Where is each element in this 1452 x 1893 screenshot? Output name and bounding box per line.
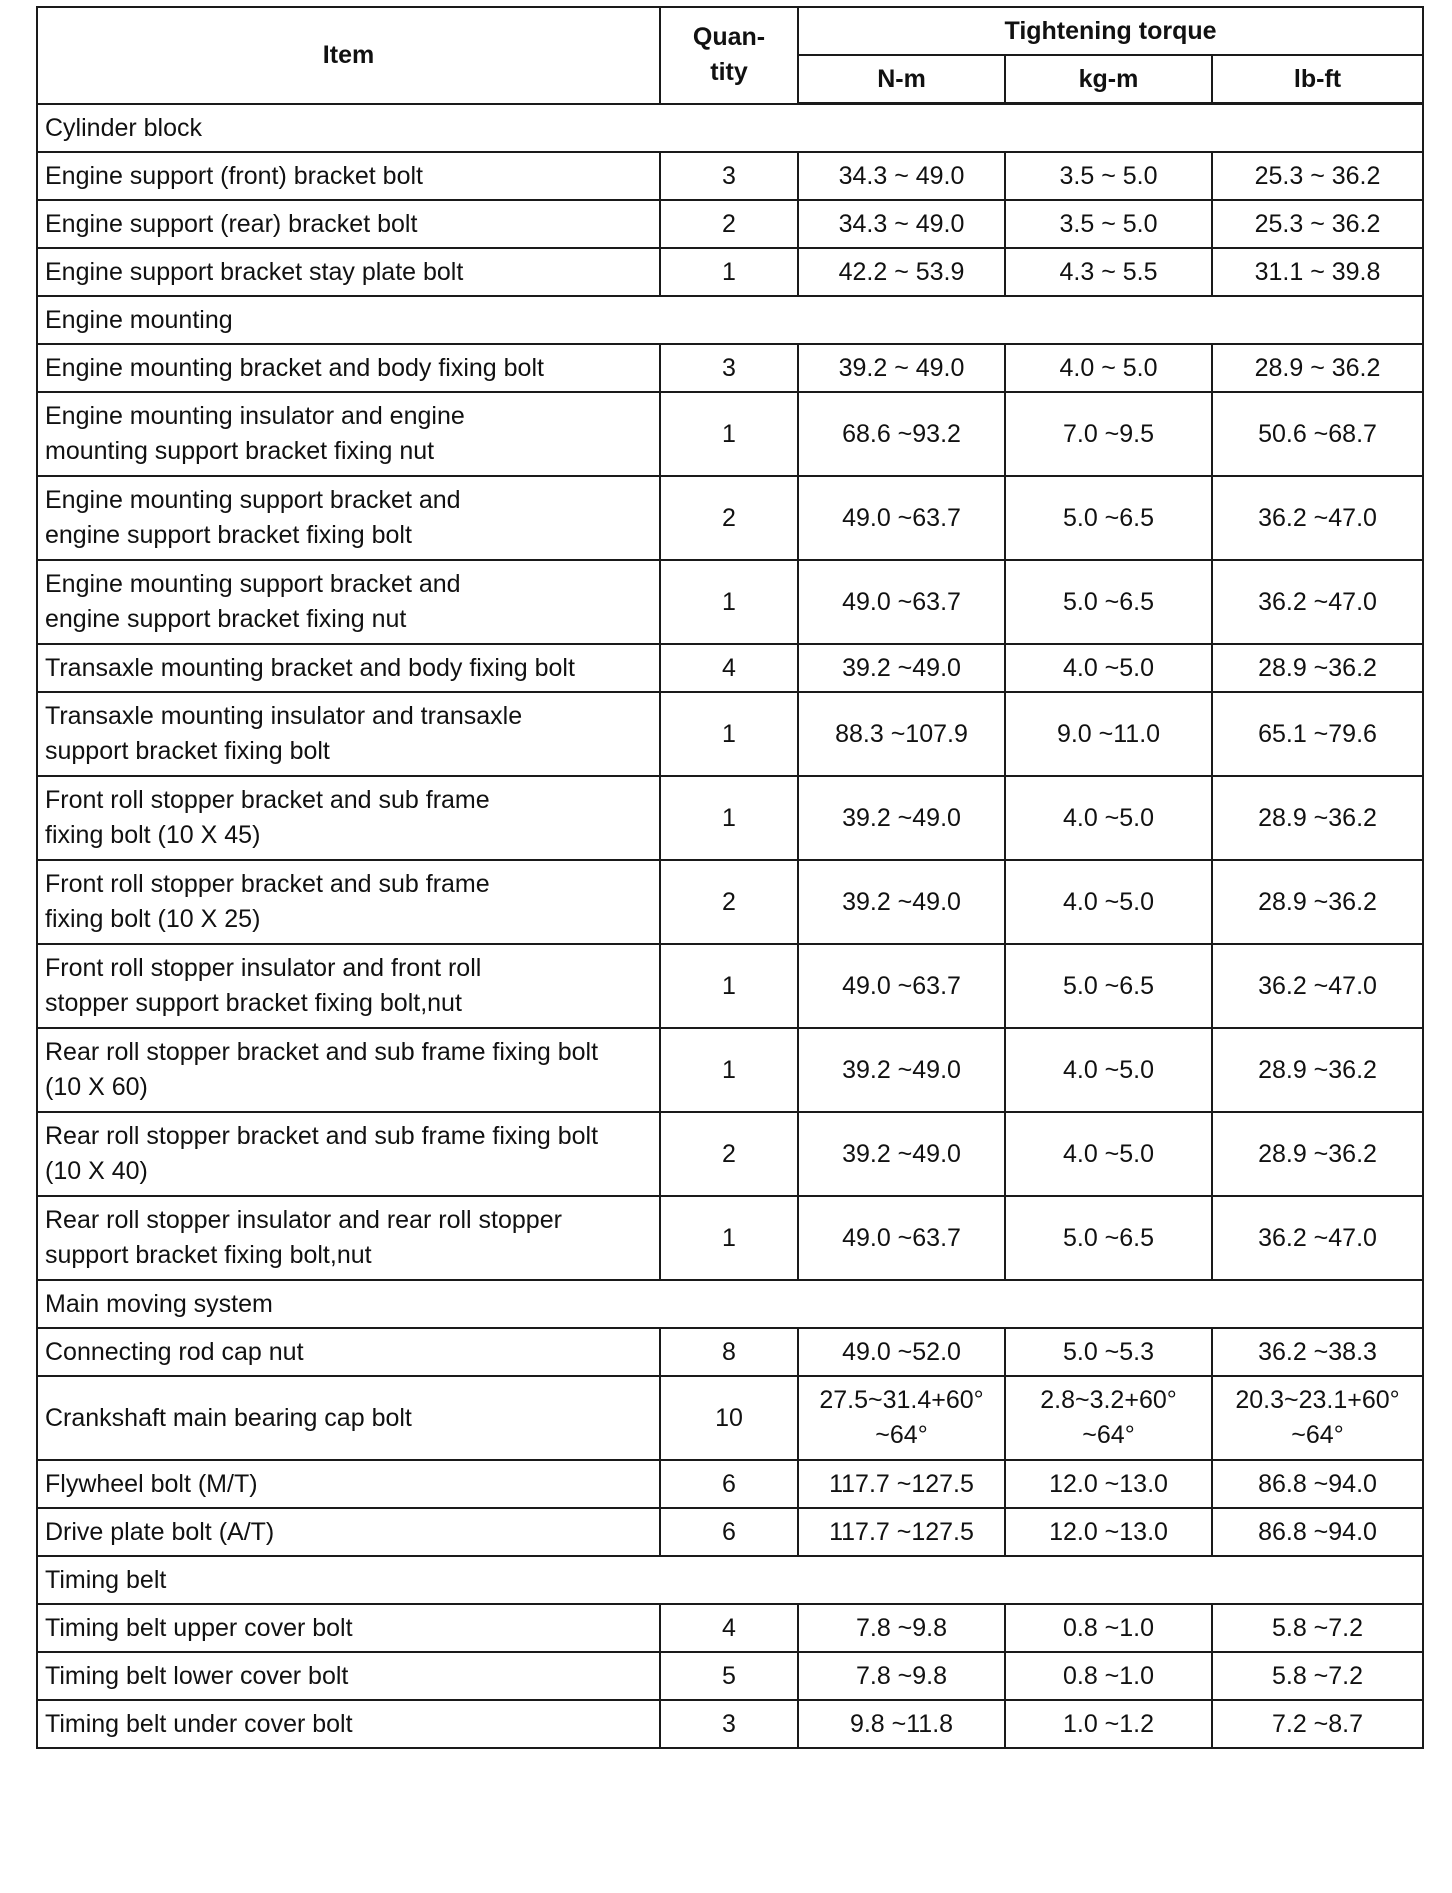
table-row <box>37 1508 1423 1556</box>
torque-kgm-cell: 3.5 ~ 5.0 <box>1005 200 1212 248</box>
torque-lbft-cell: 36.2 ~47.0 <box>1212 1196 1423 1280</box>
torque-nm-cell: 9.8 ~11.8 <box>798 1700 1005 1748</box>
item-cell: Engine mounting support bracket and engine support bracket fixing bolt <box>37 476 660 560</box>
quantity-cell: 6 <box>660 1508 798 1556</box>
torque-kgm-cell: 7.0 ~9.5 <box>1005 392 1212 476</box>
torque-nm-cell: 117.7 ~127.5 <box>798 1508 1005 1556</box>
torque-kgm-cell: 4.3 ~ 5.5 <box>1005 248 1212 296</box>
item-cell: Engine mounting insulator and engine mounting support bracket fixing nut <box>37 392 660 476</box>
torque-kgm-cell: 12.0 ~13.0 <box>1005 1508 1212 1556</box>
table-row <box>37 1028 1423 1112</box>
quantity-cell: 6 <box>660 1460 798 1508</box>
torque-kgm-cell: 5.0 ~6.5 <box>1005 560 1212 644</box>
table-row <box>37 152 1423 200</box>
torque-nm-cell: 49.0 ~63.7 <box>798 944 1005 1028</box>
table-row <box>37 1652 1423 1700</box>
item-cell: Timing belt under cover bolt <box>37 1700 660 1748</box>
item-cell: Transaxle mounting insulator and transaxle support bracket fixing bolt <box>37 692 660 776</box>
table-row <box>37 1196 1423 1280</box>
table-body <box>37 104 1423 1749</box>
torque-nm-cell: 49.0 ~63.7 <box>798 476 1005 560</box>
table-row <box>37 476 1423 560</box>
torque-nm-cell: 39.2 ~49.0 <box>798 776 1005 860</box>
torque-lbft-cell: 50.6 ~68.7 <box>1212 392 1423 476</box>
quantity-cell: 2 <box>660 200 798 248</box>
header-tightening-torque: Tightening torque <box>798 7 1423 55</box>
torque-kgm-cell: 4.0 ~ 5.0 <box>1005 344 1212 392</box>
table-row <box>37 644 1423 692</box>
quantity-cell: 4 <box>660 644 798 692</box>
torque-nm-cell: 39.2 ~49.0 <box>798 1112 1005 1196</box>
torque-kgm-cell: 4.0 ~5.0 <box>1005 644 1212 692</box>
torque-lbft-cell: 28.9 ~36.2 <box>1212 860 1423 944</box>
torque-nm-cell: 27.5~31.4+60° ~64° <box>798 1376 1005 1460</box>
section-title: Cylinder block <box>37 104 1423 153</box>
torque-nm-cell: 34.3 ~ 49.0 <box>798 200 1005 248</box>
header-unit-lbft: lb-ft <box>1212 55 1423 104</box>
torque-kgm-cell: 5.0 ~6.5 <box>1005 476 1212 560</box>
section-title: Main moving system <box>37 1280 1423 1328</box>
torque-lbft-cell: 20.3~23.1+60° ~64° <box>1212 1376 1423 1460</box>
torque-lbft-cell: 25.3 ~ 36.2 <box>1212 200 1423 248</box>
table-row <box>37 1376 1423 1460</box>
torque-lbft-cell: 86.8 ~94.0 <box>1212 1508 1423 1556</box>
torque-lbft-cell: 28.9 ~36.2 <box>1212 1028 1423 1112</box>
quantity-cell: 3 <box>660 344 798 392</box>
item-cell: Front roll stopper bracket and sub frame fixing bolt (10 X 25) <box>37 860 660 944</box>
table-row <box>37 1700 1423 1748</box>
table-row <box>37 560 1423 644</box>
torque-kgm-cell: 12.0 ~13.0 <box>1005 1460 1212 1508</box>
torque-spec-table <box>36 6 1424 1749</box>
table-header <box>37 7 1423 104</box>
table-row <box>37 776 1423 860</box>
item-cell: Engine support (rear) bracket bolt <box>37 200 660 248</box>
item-cell: Connecting rod cap nut <box>37 1328 660 1376</box>
section-title: Engine mounting <box>37 296 1423 344</box>
torque-kgm-cell: 1.0 ~1.2 <box>1005 1700 1212 1748</box>
item-cell: Front roll stopper insulator and front roll stopper support bracket fixing bolt,nut <box>37 944 660 1028</box>
quantity-cell: 1 <box>660 1196 798 1280</box>
torque-nm-cell: 39.2 ~49.0 <box>798 1028 1005 1112</box>
table-row <box>37 1460 1423 1508</box>
torque-lbft-cell: 5.8 ~7.2 <box>1212 1604 1423 1652</box>
quantity-cell: 1 <box>660 776 798 860</box>
table-row <box>37 1112 1423 1196</box>
torque-lbft-cell: 36.2 ~47.0 <box>1212 944 1423 1028</box>
torque-lbft-cell: 25.3 ~ 36.2 <box>1212 152 1423 200</box>
torque-nm-cell: 88.3 ~107.9 <box>798 692 1005 776</box>
torque-kgm-cell: 9.0 ~11.0 <box>1005 692 1212 776</box>
torque-nm-cell: 49.0 ~52.0 <box>798 1328 1005 1376</box>
torque-nm-cell: 39.2 ~ 49.0 <box>798 344 1005 392</box>
item-cell: Drive plate bolt (A/T) <box>37 1508 660 1556</box>
table-row <box>37 860 1423 944</box>
torque-lbft-cell: 65.1 ~79.6 <box>1212 692 1423 776</box>
table-row <box>37 344 1423 392</box>
table-row <box>37 200 1423 248</box>
torque-nm-cell: 42.2 ~ 53.9 <box>798 248 1005 296</box>
torque-lbft-cell: 28.9 ~ 36.2 <box>1212 344 1423 392</box>
quantity-cell: 1 <box>660 248 798 296</box>
header-unit-nm: N-m <box>798 55 1005 104</box>
torque-nm-cell: 7.8 ~9.8 <box>798 1604 1005 1652</box>
torque-nm-cell: 39.2 ~49.0 <box>798 644 1005 692</box>
torque-nm-cell: 49.0 ~63.7 <box>798 560 1005 644</box>
torque-lbft-cell: 7.2 ~8.7 <box>1212 1700 1423 1748</box>
quantity-cell: 1 <box>660 1028 798 1112</box>
item-cell: Rear roll stopper bracket and sub frame fixing bolt (10 X 60) <box>37 1028 660 1112</box>
quantity-cell: 1 <box>660 944 798 1028</box>
torque-lbft-cell: 28.9 ~36.2 <box>1212 644 1423 692</box>
quantity-cell: 1 <box>660 392 798 476</box>
item-cell: Crankshaft main bearing cap bolt <box>37 1376 660 1460</box>
torque-lbft-cell: 28.9 ~36.2 <box>1212 1112 1423 1196</box>
torque-lbft-cell: 28.9 ~36.2 <box>1212 776 1423 860</box>
header-item: Item <box>37 7 660 104</box>
quantity-cell: 3 <box>660 1700 798 1748</box>
torque-kgm-cell: 5.0 ~6.5 <box>1005 1196 1212 1280</box>
torque-lbft-cell: 36.2 ~47.0 <box>1212 560 1423 644</box>
section-title: Timing belt <box>37 1556 1423 1604</box>
torque-lbft-cell: 5.8 ~7.2 <box>1212 1652 1423 1700</box>
header-unit-kgm: kg-m <box>1005 55 1212 104</box>
item-cell: Flywheel bolt (M/T) <box>37 1460 660 1508</box>
torque-kgm-cell: 3.5 ~ 5.0 <box>1005 152 1212 200</box>
torque-lbft-cell: 36.2 ~38.3 <box>1212 1328 1423 1376</box>
torque-kgm-cell: 0.8 ~1.0 <box>1005 1652 1212 1700</box>
table-row <box>37 392 1423 476</box>
torque-kgm-cell: 5.0 ~6.5 <box>1005 944 1212 1028</box>
torque-kgm-cell: 4.0 ~5.0 <box>1005 776 1212 860</box>
item-cell: Front roll stopper bracket and sub frame fixing bolt (10 X 45) <box>37 776 660 860</box>
table-row <box>37 1604 1423 1652</box>
quantity-cell: 2 <box>660 476 798 560</box>
table-row <box>37 1328 1423 1376</box>
item-cell: Engine support (front) bracket bolt <box>37 152 660 200</box>
quantity-cell: 4 <box>660 1604 798 1652</box>
quantity-cell: 2 <box>660 1112 798 1196</box>
quantity-cell: 2 <box>660 860 798 944</box>
item-cell: Transaxle mounting bracket and body fixing bolt <box>37 644 660 692</box>
item-cell: Rear roll stopper bracket and sub frame fixing bolt (10 X 40) <box>37 1112 660 1196</box>
torque-nm-cell: 34.3 ~ 49.0 <box>798 152 1005 200</box>
torque-lbft-cell: 86.8 ~94.0 <box>1212 1460 1423 1508</box>
item-cell: Rear roll stopper insulator and rear roll stopper support bracket fixing bolt,nut <box>37 1196 660 1280</box>
torque-kgm-cell: 2.8~3.2+60° ~64° <box>1005 1376 1212 1460</box>
torque-kgm-cell: 4.0 ~5.0 <box>1005 1112 1212 1196</box>
section-row <box>37 1556 1423 1604</box>
quantity-cell: 10 <box>660 1376 798 1460</box>
quantity-cell: 1 <box>660 692 798 776</box>
item-cell: Engine mounting support bracket and engine support bracket fixing nut <box>37 560 660 644</box>
section-row <box>37 296 1423 344</box>
torque-nm-cell: 117.7 ~127.5 <box>798 1460 1005 1508</box>
quantity-cell: 1 <box>660 560 798 644</box>
item-cell: Timing belt upper cover bolt <box>37 1604 660 1652</box>
torque-lbft-cell: 31.1 ~ 39.8 <box>1212 248 1423 296</box>
header-quantity: Quan- tity <box>660 7 798 104</box>
torque-nm-cell: 68.6 ~93.2 <box>798 392 1005 476</box>
torque-kgm-cell: 4.0 ~5.0 <box>1005 860 1212 944</box>
torque-nm-cell: 7.8 ~9.8 <box>798 1652 1005 1700</box>
section-row <box>37 104 1423 153</box>
torque-nm-cell: 49.0 ~63.7 <box>798 1196 1005 1280</box>
table-row <box>37 248 1423 296</box>
torque-kgm-cell: 0.8 ~1.0 <box>1005 1604 1212 1652</box>
torque-lbft-cell: 36.2 ~47.0 <box>1212 476 1423 560</box>
section-row <box>37 1280 1423 1328</box>
item-cell: Engine support bracket stay plate bolt <box>37 248 660 296</box>
table-row <box>37 692 1423 776</box>
torque-kgm-cell: 4.0 ~5.0 <box>1005 1028 1212 1112</box>
quantity-cell: 8 <box>660 1328 798 1376</box>
quantity-cell: 5 <box>660 1652 798 1700</box>
quantity-cell: 3 <box>660 152 798 200</box>
torque-kgm-cell: 5.0 ~5.3 <box>1005 1328 1212 1376</box>
torque-nm-cell: 39.2 ~49.0 <box>798 860 1005 944</box>
table-row <box>37 944 1423 1028</box>
item-cell: Engine mounting bracket and body fixing bolt <box>37 344 660 392</box>
item-cell: Timing belt lower cover bolt <box>37 1652 660 1700</box>
